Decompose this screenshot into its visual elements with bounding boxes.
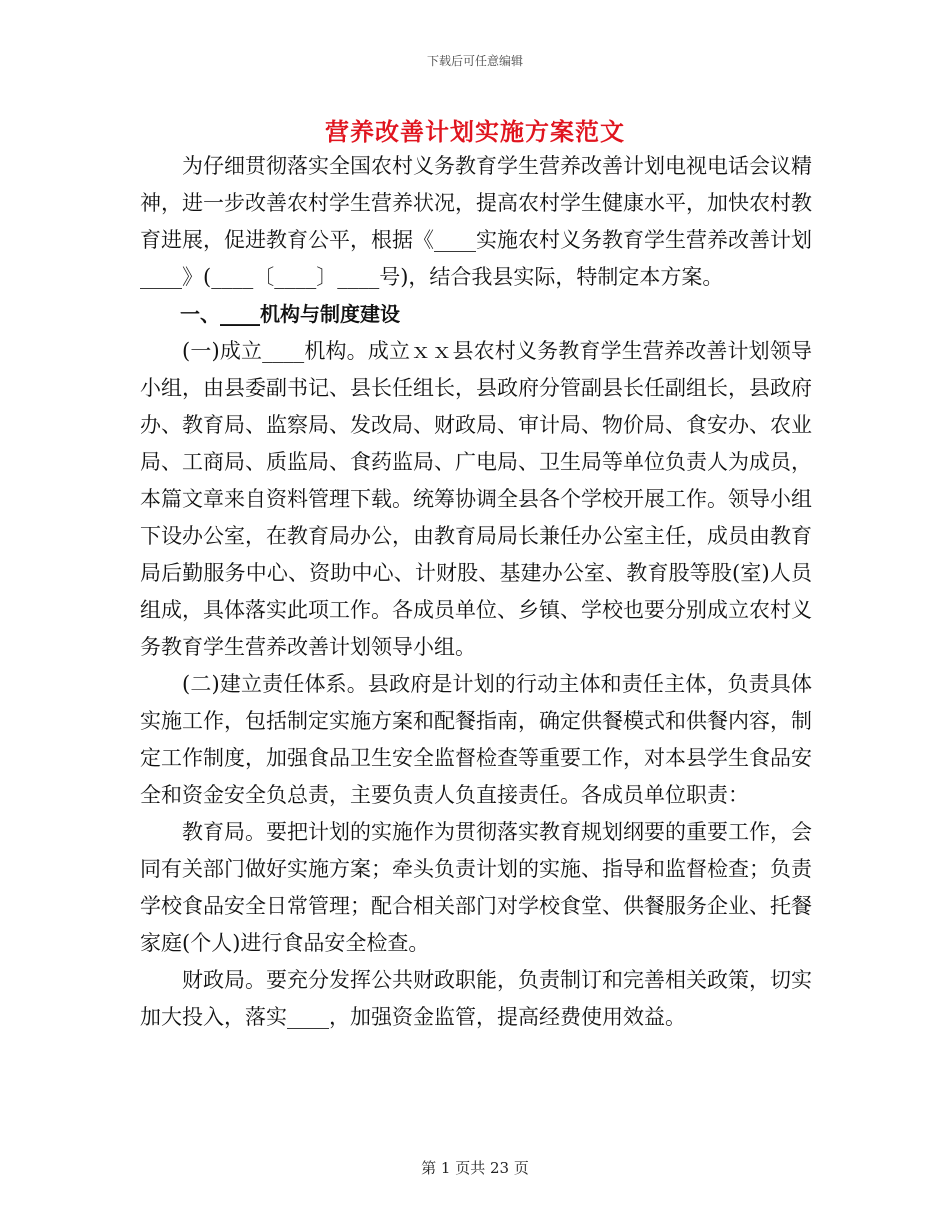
paragraph-education-bureau: 教育局。要把计划的实施作为贯彻落实教育规划纲要的重要工作，会同有关部门做好实施方案；牵头负责计划的实施、指导和监督检查；负责学校食品安全日常管理；配合相关部门对学校食堂、供餐服务企业、托餐家庭(个人)进行食品安全检查。 (140, 820, 812, 955)
section-heading: 一、____机构与制度建设 (180, 302, 400, 326)
paragraph-responsibility-system: (二)建立责任体系。县政府是计划的行动主体和责任主体，负责具体实施工作，包括制定实施方案和配餐指南，确定供餐模式和供餐内容，制定工作制度，加强食品卫生安全监督检查等重要工作，对本县学生食品安全和资金安全负总责，主要负责人负直接责任。各成员单位职责： (140, 672, 812, 807)
document-title: 营养改善计划实施方案范文 (325, 118, 625, 146)
paragraph-establish-agency: (一)成立____机构。成立ｘｘ县农村义务教育学生营养改善计划领导小组，由县委副书记、县长任组长，县政府分管副县长任副组长，县政府办、教育局、监察局、发改局、财政局、审计局、物价局、食安办、农业局、工商局、质监局、食药监局、广电局、卫生局等单位负责人为成员，本篇文章来自资料管理下载。统筹协调全县各个学校开展工作。领导小组下设办公室，在教育局办公，由教育局局长兼任办公室主任，成员由教育局后勤服务中心、资助中心、计财股、基建办公室、教育股等股(室)人员组成，具体落实此项工作。各成员单位、乡镇、学校也要分别成立农村义务教育学生营养改善计划领导小组。 (140, 339, 812, 659)
paragraph-finance-bureau: 财政局。要充分发挥公共财政职能，负责制订和完善相关政策，切实加大投入，落实____，加强资金监管，提高经费使用效益。 (140, 968, 812, 1029)
page-number: 第 1 页共 23 页 (421, 1159, 529, 1177)
paragraph-intro: 为仔细贯彻落实全国农村义务教育学生营养改善计划电视电话会议精神，进一步改善农村学生营养状况，提高农村学生健康水平，加快农村教育进展，促进教育公平，根据《____实施农村义务教育学生营养改善计划____》(____〔____〕____号)，结合我县实际，特制定本方案。 (140, 154, 812, 289)
document-body (140, 148, 812, 1036)
page-header-note: 下载后可任意编辑 (426, 54, 523, 68)
